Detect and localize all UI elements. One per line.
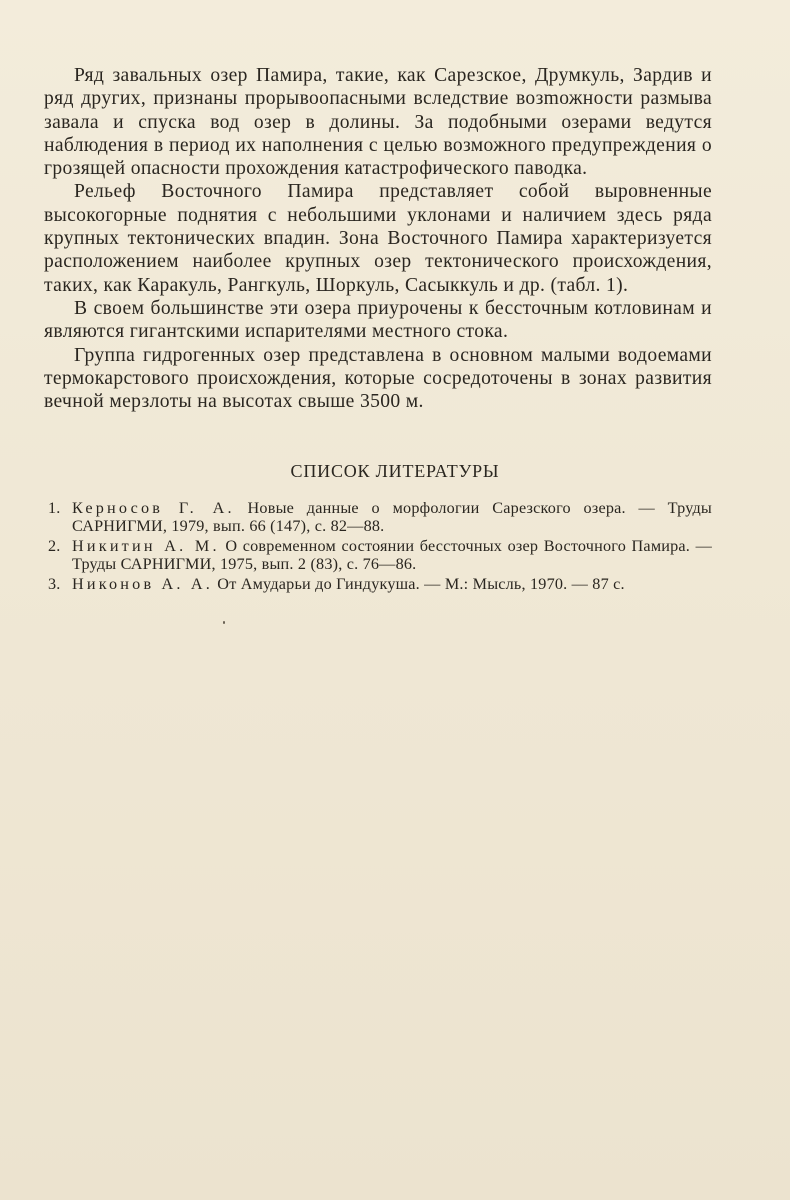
- reference-item: [48, 500, 712, 535]
- reference-text: [72, 576, 712, 594]
- reference-author: Никонов А. А.: [72, 575, 214, 593]
- reference-item: [48, 576, 712, 594]
- reference-text: [72, 500, 712, 535]
- reference-author: Никитин А. М.: [72, 537, 220, 555]
- reference-item: [48, 538, 712, 573]
- reference-body: Новые данные о морфологии Сарезского озера. — Труды САРНИГМИ, 1979, вып. 66 (147), с. 82—88.: [72, 499, 712, 535]
- reference-number: 2.: [48, 537, 61, 555]
- paragraph-2: Рельеф Восточного Памира представляет собой выровненные высокогорные поднятия с небольшими уклонами и наличием здесь ряда крупных тектонических впадин. Зона Восточного Памира характеризуется расположением наиболее крупных озер тектонического происхождения, таких, как Каракуль, Рангкуль, Шоркуль, Сасыккуль и др. (табл. 1).: [44, 181, 712, 296]
- paragraph-1: Ряд завальных озер Памира, такие, как Сарезское, Друмкуль, Зардив и ряд других, признаны прорывоопасными вследствие возmожности размыва завала и спуска вод озер в долины. За подобными озерами ведутся наблюдения в период их наполнения с целью возможного предупреждения о грозящей опасности прохождения катастрофического паводка.: [44, 65, 712, 180]
- paper-speck: [223, 621, 225, 624]
- paragraph-3: В своем большинстве эти озера приурочены к бессточным котловинам и являются гигантскими испарителями местного стока.: [44, 297, 712, 343]
- reference-body: О современном состоянии бессточных озер Восточного Памира. — Труды САРНИГМИ, 1975, вып. 2 (83), с. 76—86.: [72, 537, 712, 573]
- reference-number: 1.: [48, 499, 61, 517]
- paragraph-4: Группа гидрогенных озер представлена в основном малыми водоемами термокарстового происхождения, которые сосредоточены в зонах развития вечной мерзлоты на высотах свыше 3500 м.: [44, 344, 712, 413]
- main-text: [44, 64, 712, 413]
- reference-text: [72, 538, 712, 573]
- reference-author: Керносов Г. А.: [72, 499, 235, 517]
- reference-number: 3.: [48, 575, 61, 593]
- reference-body: От Амударьи до Гиндукуша. — М.: Мысль, 1970. — 87 с.: [213, 575, 625, 593]
- references-heading: СПИСОК ЛИТЕРАТУРЫ: [290, 461, 500, 481]
- references-list: [48, 500, 712, 597]
